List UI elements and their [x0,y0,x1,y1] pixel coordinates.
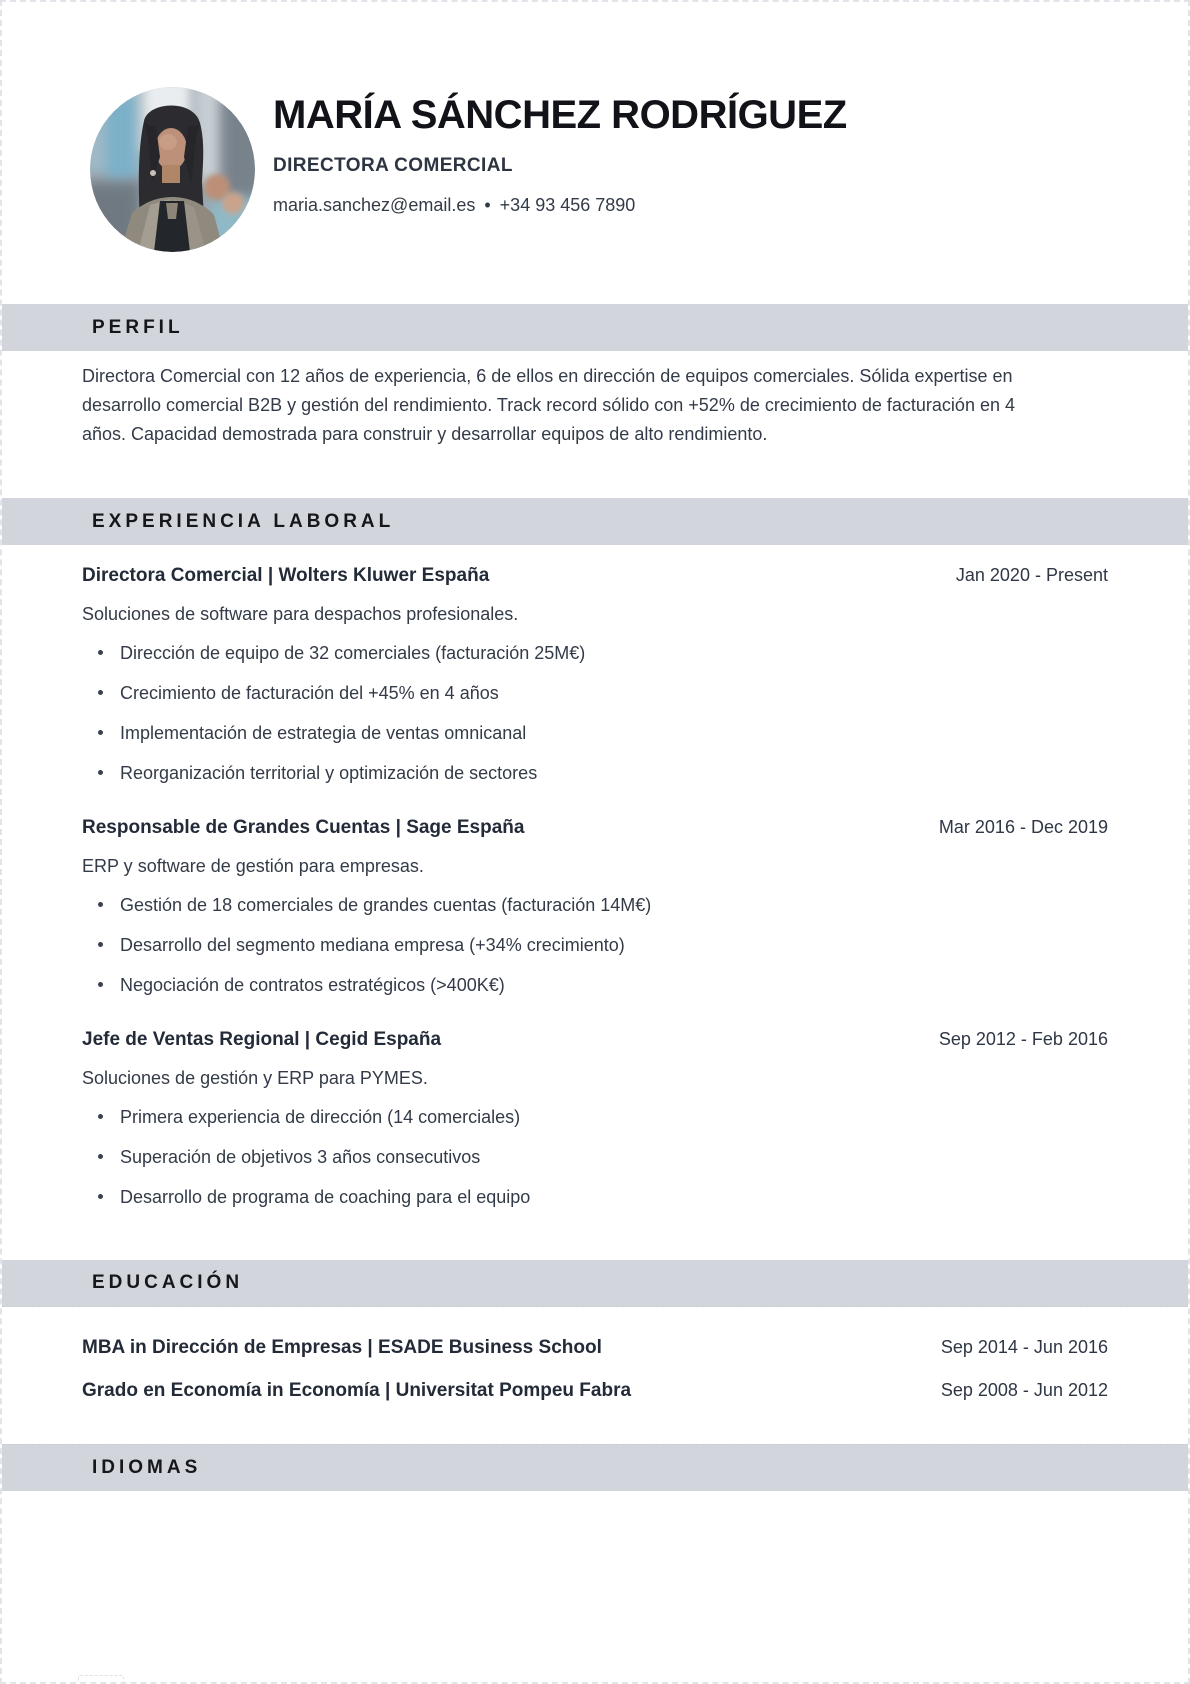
bullet-dot [98,1114,103,1119]
candidate-name: MARÍA SÁNCHEZ RODRÍGUEZ [273,93,847,137]
bullet-text: Implementación de estrategia de ventas omnicanal [120,723,527,743]
bullet-text: Dirección de equipo de 32 comerciales (facturación 25M€) [120,643,586,663]
experience-list [2,545,1188,1210]
job-bullet [98,1144,1108,1170]
phone-text: +34 93 456 7890 [499,195,636,215]
bullet-text: Reorganización territorial y optimización de sectores [120,763,538,783]
section-experiencia[interactable] [2,498,1188,1210]
contact-line [273,193,847,217]
education-title: Grado en Economía in Economía | Universitat Pompeu Fabra [82,1380,632,1401]
job-bullet [98,640,1108,666]
education-dates: Sep 2014 - Jun 2016 [940,1337,1108,1357]
job-bullet-list [82,892,1108,998]
resume-header[interactable] [2,2,1188,252]
job-dates: Mar 2016 - Dec 2019 [938,817,1108,837]
next-block-dashed-edge [78,1675,124,1682]
section-label: PERFIL [92,316,184,338]
section-label: EXPERIENCIA LABORAL [92,510,395,532]
bullet-text: Crecimiento de facturación del +45% en 4 años [120,683,499,703]
job-bullet [98,680,1108,706]
job-header-row [82,564,1108,587]
education-dates: Sep 2008 - Jun 2012 [940,1380,1108,1400]
bullet-dot [98,730,103,735]
section-educacion[interactable] [2,1260,1188,1402]
bullet-text: Gestión de 18 comerciales de grandes cuentas (facturación 14M€) [120,895,652,915]
section-heading-perfil [2,304,1188,351]
bullet-dot [98,1194,103,1199]
profile-photo[interactable] [90,87,255,252]
bullet-text: Superación de objetivos 3 años consecutivos [120,1147,481,1167]
job-dates: Sep 2012 - Feb 2016 [938,1029,1108,1049]
section-heading-experiencia [2,498,1188,545]
section-idiomas[interactable] [2,1444,1188,1491]
bullet-dot [98,902,103,907]
job-bullet [98,1184,1108,1210]
job-bullet [98,972,1108,998]
job-bullet-list [82,1104,1108,1210]
candidate-role: DIRECTORA COMERCIAL [273,155,513,176]
education-entry[interactable] [82,1336,1108,1359]
bullet-text: Desarrollo del segmento mediana empresa (+34% crecimiento) [120,935,625,955]
job-description: Soluciones de gestión y ERP para PYMES. [82,1068,428,1088]
job-description: ERP y software de gestión para empresas. [82,856,424,876]
job-header-row [82,816,1108,839]
bullet-dot [98,982,103,987]
bullet-text: Primera experiencia de dirección (14 comerciales) [120,1107,521,1127]
job-description: Soluciones de software para despachos profesionales. [82,604,519,624]
education-title: MBA in Dirección de Empresas | ESADE Business School [82,1337,602,1358]
section-heading-idiomas [2,1444,1188,1491]
header-text-block [273,87,847,217]
section-perfil[interactable] [2,304,1188,449]
job-bullet [98,720,1108,746]
job-bullet [98,1104,1108,1130]
job-bullet [98,932,1108,958]
bullet-text: Negociación de contratos estratégicos (>400K€) [120,975,505,995]
bullet-dot [98,690,103,695]
experience-entry[interactable] [82,816,1108,998]
education-entry[interactable] [82,1379,1108,1402]
job-bullet-list [82,640,1108,786]
section-label: IDIOMAS [92,1457,202,1478]
section-label: EDUCACIÓN [92,1272,244,1293]
job-header-row [82,1028,1108,1051]
education-list [2,1307,1188,1402]
bullet-text: Desarrollo de programa de coaching para el equipo [120,1187,531,1207]
job-title: Directora Comercial | Wolters Kluwer España [82,565,490,586]
bullet-dot [98,942,103,947]
experience-entry[interactable] [82,564,1108,786]
contact-separator-dot: • [484,195,491,215]
job-dates: Jan 2020 - Present [955,565,1108,585]
section-heading-educacion [2,1260,1188,1307]
job-bullet [98,760,1108,786]
bullet-dot [98,650,103,655]
profile-summary-text: Directora Comercial con 12 años de experiencia, 6 de ellos en dirección de equipos comerciales. Sólida expertise en desarrollo comercial B2B y gestión del rendimiento. Track record sólido con +52% de crecimiento de facturación en 4 años. Capacidad demostrada para construir y desarrollar equipos de alto rendimiento. [82,366,1015,444]
job-title: Responsable de Grandes Cuentas | Sage España [82,817,525,838]
bullet-dot [98,1154,103,1159]
job-title: Jefe de Ventas Regional | Cegid España [82,1029,442,1050]
bullet-dot [98,770,103,775]
experience-entry[interactable] [82,1028,1108,1210]
job-bullet [98,892,1108,918]
email-text: maria.sanchez@email.es [273,195,476,215]
